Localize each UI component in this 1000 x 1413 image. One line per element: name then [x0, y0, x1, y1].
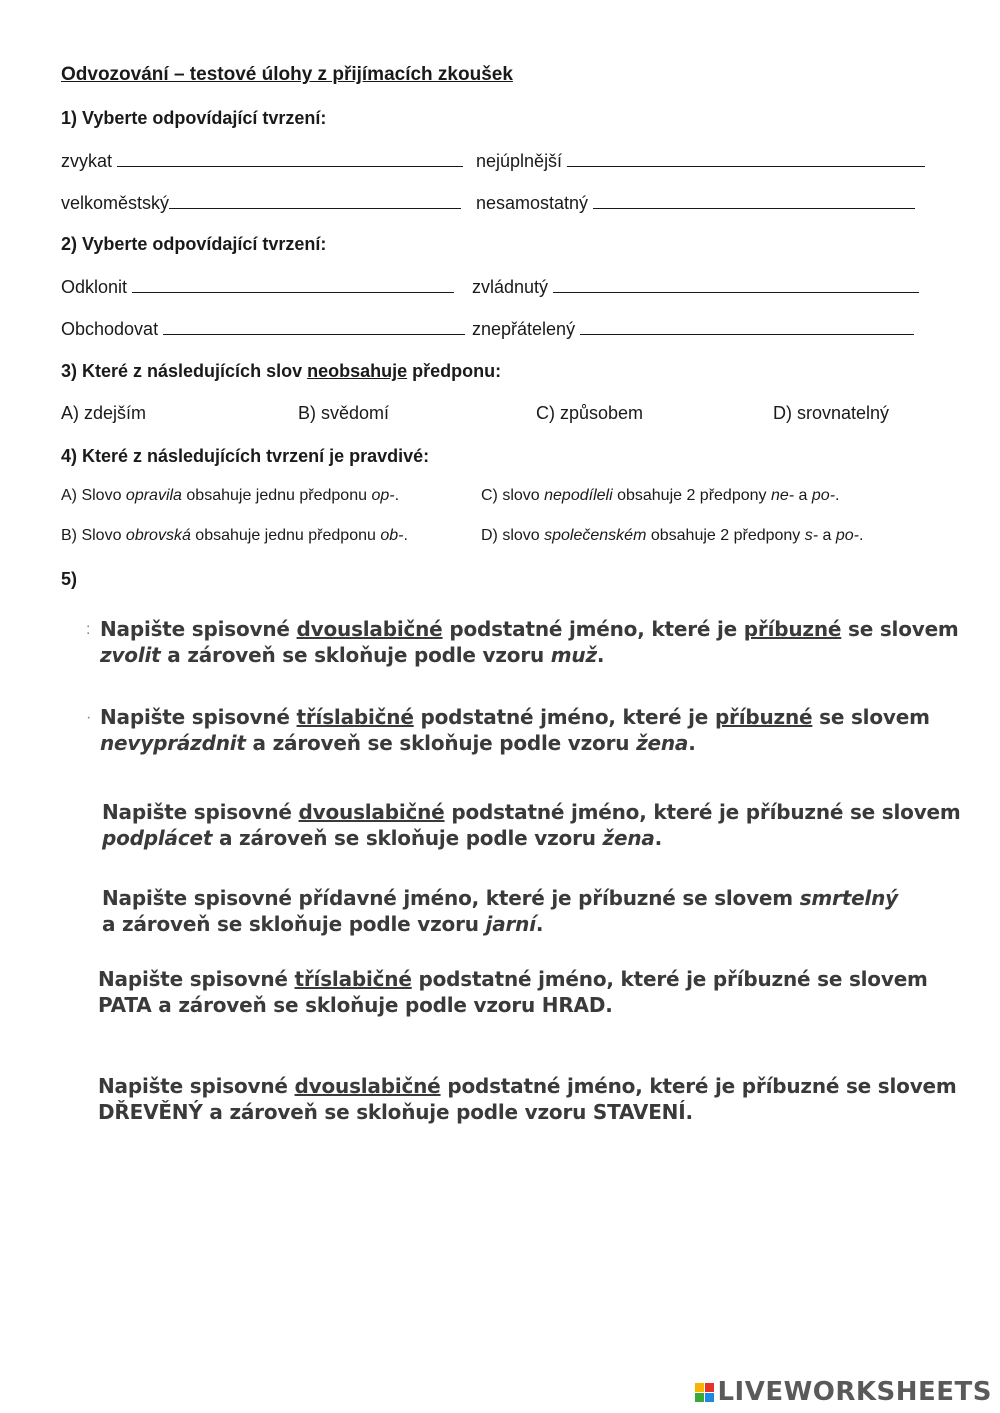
q2-item — [472, 318, 914, 340]
stmt-text: C) slovo — [481, 487, 545, 504]
q5-task-6: Napište spisovné dvouslabičné podstatné jméno, které je příbuzné se slovem DŘEVĚNÝ a zároveň se skloňuje podle vzoru STAVENÍ. — [98, 1074, 957, 1124]
q2-item — [61, 276, 454, 298]
stmt-prefix: ne- — [770, 487, 795, 504]
answer-blank[interactable] — [169, 192, 461, 209]
answer-blank[interactable] — [553, 276, 919, 293]
q5-task-1: Napište spisovné dvouslabičné podstatné jméno, které je příbuzné se slovem zvolit a zároveň se skloňuje podle vzoru muž. — [100, 617, 959, 667]
q4-statement-a[interactable] — [61, 487, 399, 505]
q3-option-d[interactable]: D) srovnatelný — [773, 403, 890, 423]
stmt-text: obsahuje jednu předponu — [190, 527, 381, 544]
stmt-text: obsahuje 2 předpony — [612, 487, 771, 504]
question-1-heading: 1) Vyberte odpovídající tvrzení: — [61, 108, 327, 128]
answer-blank[interactable] — [163, 318, 465, 335]
q5-task-2: Napište spisovné tříslabičné podstatné jméno, které je příbuzné se slovem nevyprázdnit a zároveň se skloňuje podle vzoru žena. — [100, 705, 930, 755]
q2-item — [472, 276, 919, 298]
stmt-text: D) slovo — [481, 527, 545, 544]
stmt-text: . — [394, 487, 400, 504]
bullet-icon: : — [86, 621, 91, 638]
q4-statement-b[interactable] — [61, 527, 408, 545]
stmt-text: . — [403, 527, 408, 544]
q3-option-b[interactable]: B) svědomí — [298, 403, 390, 423]
stmt-word: nepodíleli — [544, 487, 613, 504]
stmt-text: A) Slovo — [61, 487, 126, 504]
q1-item — [61, 150, 463, 172]
q2-word: znepřátelený — [472, 319, 576, 339]
q4-statement-c[interactable] — [481, 487, 839, 505]
q5-task-5: Napište spisovné tříslabičné podstatné jméno, které je příbuzné se slovem PATA a zároveň se skloňuje podle vzoru HRAD. — [98, 967, 928, 1017]
q3-heading-emphasis: neobsahuje — [307, 361, 408, 381]
stmt-text: . — [859, 527, 864, 544]
q2-word: Obchodovat — [61, 319, 159, 339]
logo-text: LIVEWORKSHEETS — [717, 1377, 992, 1407]
q1-word: nesamostatný — [476, 193, 589, 213]
answer-blank[interactable] — [580, 318, 914, 335]
question-5-heading: 5) — [61, 569, 78, 589]
question-2-heading: 2) Vyberte odpovídající tvrzení: — [61, 234, 327, 254]
q1-item — [61, 192, 461, 214]
q1-word: nejúplnější — [476, 151, 563, 171]
q1-word: zvykat — [61, 151, 113, 171]
bullet-icon: · — [86, 709, 92, 726]
stmt-text: . — [835, 487, 840, 504]
answer-blank[interactable] — [567, 150, 925, 167]
question-3-heading — [61, 361, 501, 382]
stmt-word: obrovská — [125, 527, 191, 544]
stmt-prefix: s- — [804, 527, 819, 544]
stmt-prefix: op- — [371, 487, 395, 504]
answer-blank[interactable] — [132, 276, 454, 293]
stmt-text: a — [794, 487, 812, 504]
q3-heading-text: 3) Které z následujících slov — [61, 361, 308, 381]
answer-blank[interactable] — [593, 192, 915, 209]
liveworksheets-logo — [695, 1377, 992, 1407]
q5-task-4: Napište spisovné přídavné jméno, které je příbuzné se slovem smrtelný a zároveň se skloňuje podle vzoru jarní. — [102, 886, 898, 936]
stmt-prefix: po- — [811, 487, 836, 504]
stmt-text: a — [818, 527, 836, 544]
q3-heading-text: předponu: — [407, 361, 502, 381]
q3-option-c[interactable]: C) způsobem — [536, 403, 644, 423]
answer-blank[interactable] — [117, 150, 463, 167]
q2-word: zvládnutý — [472, 277, 549, 297]
stmt-text: obsahuje jednu předponu — [181, 487, 372, 504]
logo-mark-icon — [695, 1383, 714, 1402]
q4-statement-d[interactable] — [481, 527, 863, 545]
q2-item — [61, 318, 465, 340]
question-4-heading: 4) Které z následujících tvrzení je pravdivé: — [61, 446, 430, 466]
q1-item — [476, 150, 925, 172]
q1-word: velkoměstský — [61, 193, 170, 213]
stmt-text: B) Slovo — [61, 527, 126, 544]
q3-option-a[interactable]: A) zdejším — [61, 403, 147, 423]
q5-task-3: Napište spisovné dvouslabičné podstatné jméno, které je příbuzné se slovem podplácet a zároveň se skloňuje podle vzoru žena. — [102, 800, 961, 850]
stmt-prefix: ob- — [380, 527, 404, 544]
stmt-word: opravila — [125, 487, 182, 504]
stmt-prefix: po- — [835, 527, 859, 544]
page-title: Odvozování – testové úlohy z přijímacích zkoušek — [61, 64, 513, 85]
stmt-text: obsahuje 2 předpony — [646, 527, 805, 544]
stmt-word: společenském — [544, 527, 647, 544]
q1-item — [476, 192, 915, 214]
q2-word: Odklonit — [61, 277, 128, 297]
